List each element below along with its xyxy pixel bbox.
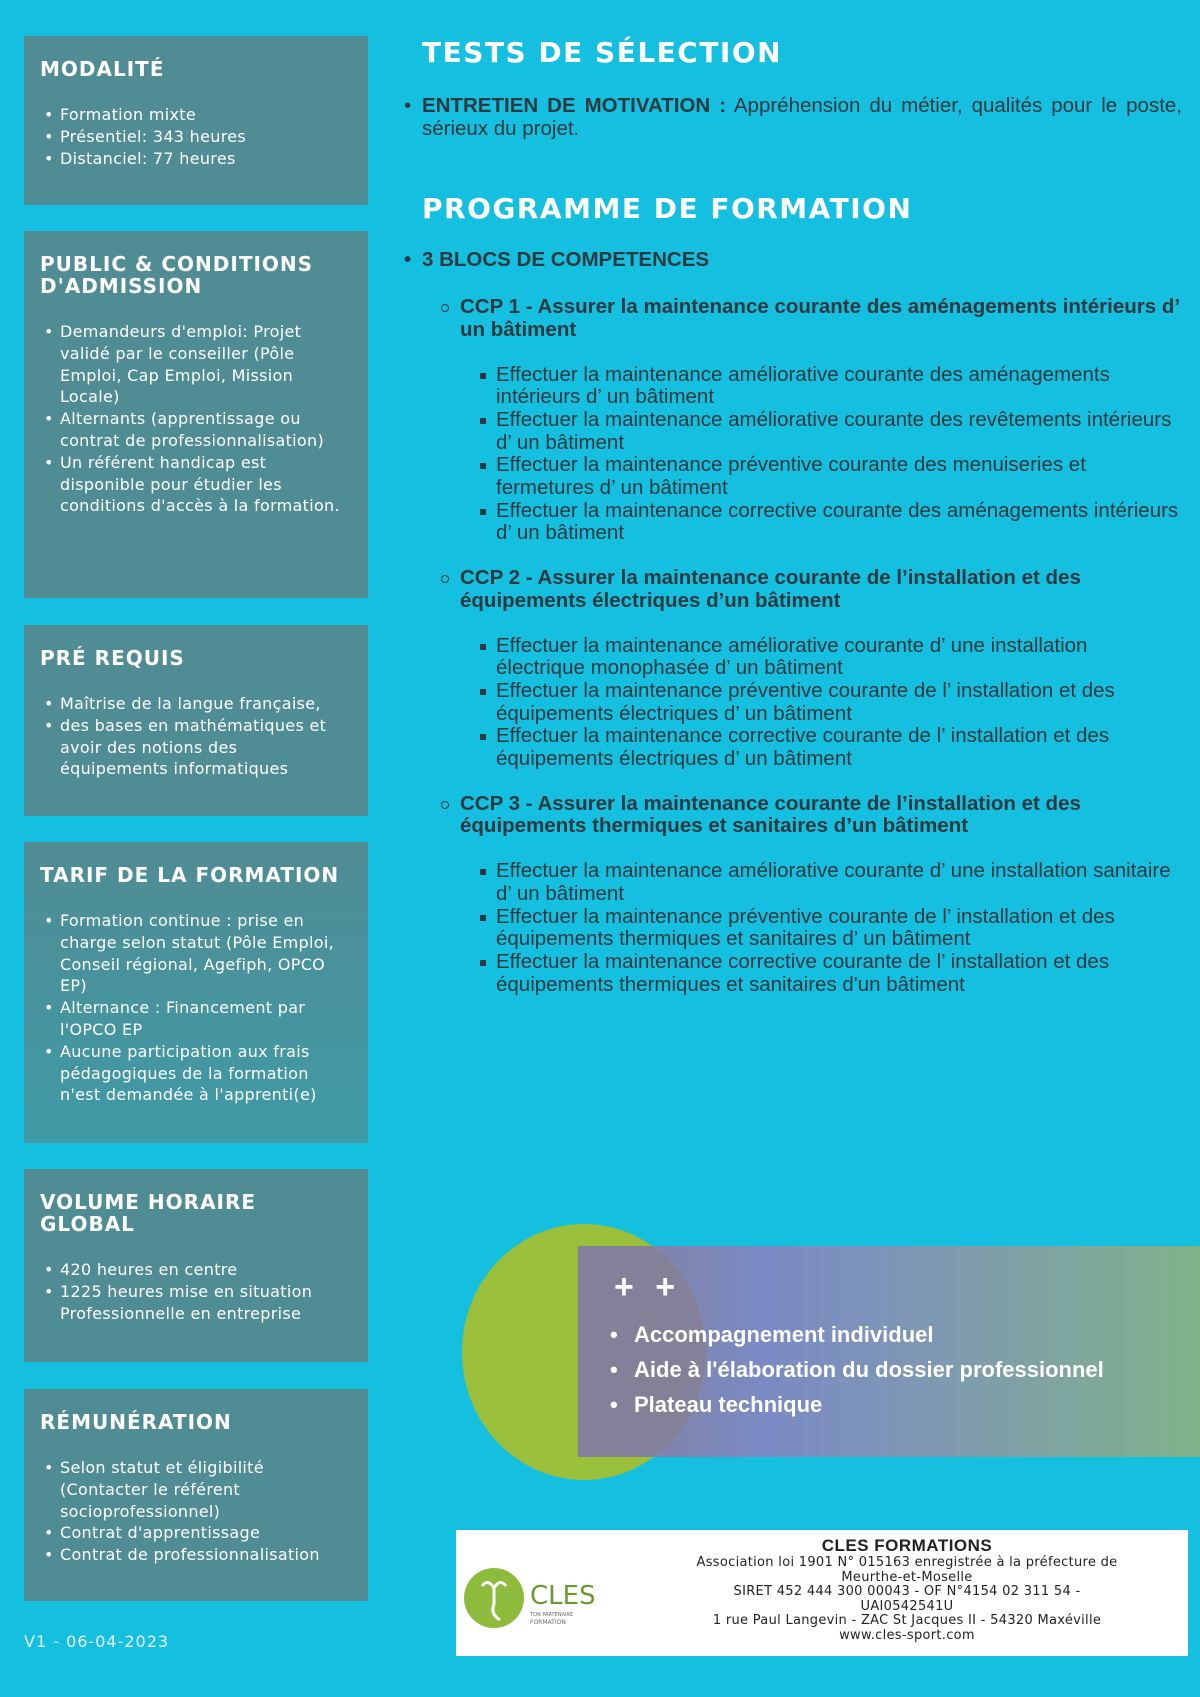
tests-text: Appréhension du métier, qualités pour le poste, sérieux du projet. — [422, 94, 1182, 140]
ccp-item: Effectuer la maintenance améliorative courante des aménagements intérieurs d’ un bâtiment — [402, 364, 1182, 409]
ccp-item: Effectuer la maintenance corrective courante de l’ installation et des équipements thermiques et sanitaires d'un bâtiment — [402, 951, 1182, 996]
box-item: • Formation mixte — [40, 104, 350, 126]
ccp-item: Effectuer la maintenance corrective courante des aménagements intérieurs d’ un bâtiment — [402, 500, 1182, 545]
box-item: • 1225 heures mise en situation Professionnelle en entreprise — [40, 1281, 350, 1325]
box-item: • Contrat de professionnalisation — [40, 1544, 350, 1566]
footer — [456, 1530, 1188, 1656]
org-name: CLES FORMATIONS — [821, 1536, 993, 1555]
ccp-item: Effectuer la maintenance corrective courante de l’ installation et des équipements électriques d’ un bâtiment — [402, 725, 1182, 770]
highlights-content — [578, 1246, 1200, 1457]
box-title: PRÉ REQUIS — [40, 646, 185, 670]
box-item: • Alternance : Financement par l'OPCO EP — [40, 997, 350, 1041]
tests-item — [402, 95, 1182, 140]
logo-icon — [464, 1566, 604, 1630]
box-item: • Selon statut et éligibilité (Contacter le référent socioprofessionnel) — [40, 1457, 350, 1522]
programme-title: PROGRAMME DE FORMATION — [422, 192, 913, 226]
tests-title: TESTS DE SÉLECTION — [422, 36, 783, 69]
ccp-item: Effectuer la maintenance préventive courante des menuiseries et fermetures d’ un bâtiment — [402, 454, 1182, 499]
ccp-item: Effectuer la maintenance améliorative courante d’ une installation électrique monophasée d’ un bâtiment — [402, 635, 1182, 680]
svg-text:CLES: CLES — [530, 1581, 596, 1611]
ccp-item: Effectuer la maintenance préventive courante de l’ installation et des équipements thermiques et sanitaires d’ un bâtiment — [402, 906, 1182, 951]
box-item: • Alternants (apprentissage ou contrat de professionnalisation) — [40, 408, 350, 452]
box-title: VOLUME HORAIRE GLOBAL — [40, 1190, 257, 1236]
footer-line: Association loi 1901 N° 015163 enregistrée à la préfecture de — [696, 1555, 1118, 1570]
highlight-item: • Plateau technique — [608, 1387, 1200, 1422]
ccp-item: Effectuer la maintenance améliorative courante des revêtements intérieurs d’ un bâtiment — [402, 409, 1182, 454]
website-link[interactable]: www.cles-sport.com — [839, 1627, 975, 1643]
ccp-item: Effectuer la maintenance préventive courante de l’ installation et des équipements électriques d’ un bâtiment — [402, 680, 1182, 725]
right-column — [402, 36, 1182, 996]
box-item: • Aucune participation aux frais pédagogiques de la formation n'est demandée à l'apprenti(e) — [40, 1041, 350, 1106]
box-item: • Un référent handicap est disponible pour étudier les conditions d'accès à la formation. — [40, 452, 350, 517]
footer-line: UAI0542541U — [860, 1598, 954, 1614]
box-title: RÉMUNÉRATION — [40, 1410, 232, 1434]
blocs-heading: • 3 BLOCS DE COMPETENCES — [402, 249, 1182, 272]
box-item: • Maîtrise de la langue française, — [40, 693, 350, 715]
info-box — [24, 231, 368, 598]
box-title: PUBLIC & CONDITIONS D'ADMISSION — [40, 252, 314, 298]
svg-text:TON PARTENAIRE: TON PARTENAIRE — [530, 1612, 574, 1618]
info-box — [24, 1169, 368, 1362]
box-item: • Contrat d'apprentissage — [40, 1522, 350, 1544]
footer-line: SIRET 452 444 300 00043 - OF N°4154 02 311 54 - — [733, 1584, 1081, 1599]
box-item: • Demandeurs d'emploi: Projet validé par le conseiller (Pôle Emploi, Cap Emploi, Mission Locale) — [40, 321, 350, 408]
ccp-item: Effectuer la maintenance améliorative courante d’ une installation sanitaire d’ un bâtiment — [402, 860, 1182, 905]
svg-text:FORMATION: FORMATION — [530, 1619, 566, 1626]
highlight-item: • Aide à l'élaboration du dossier professionnel — [608, 1352, 1200, 1387]
ccp-title: CCP 3 - Assurer la maintenance courante de l’installation et des équipements thermiques et sanitaires d’un bâtiment — [402, 793, 1182, 838]
tests-label: ENTRETIEN DE MOTIVATION : — [422, 94, 727, 117]
box-title: TARIF DE LA FORMATION — [40, 863, 340, 887]
ccp-block — [402, 296, 1182, 545]
version-label: V1 - 06-04-2023 — [24, 1632, 170, 1651]
box-item: • Distanciel: 77 heures — [40, 148, 350, 170]
highlights-title: + + — [614, 1268, 682, 1306]
footer-line: Meurthe-et-Moselle — [841, 1569, 973, 1585]
box-item: • Formation continue : prise en charge selon statut (Pôle Emploi, Conseil régional, Agefiph, OPCO EP) — [40, 910, 350, 997]
ccp-block — [402, 793, 1182, 997]
info-box — [24, 36, 368, 205]
info-box — [24, 1389, 368, 1601]
info-box — [24, 625, 368, 816]
box-item: • Présentiel: 343 heures — [40, 126, 350, 148]
cles-logo — [464, 1566, 604, 1630]
box-item: • des bases en mathématiques et avoir des notions des équipements informatiques — [40, 715, 350, 780]
ccp-title: CCP 2 - Assurer la maintenance courante de l’installation et des équipements électriques d’un bâtiment — [402, 567, 1182, 612]
ccp-block — [402, 567, 1182, 771]
highlight-item: • Accompagnement individuel — [608, 1317, 1200, 1352]
ccp-title: CCP 1 - Assurer la maintenance courante des aménagements intérieurs d’ un bâtiment — [402, 296, 1182, 341]
box-title: MODALITÉ — [40, 57, 165, 81]
box-item: • 420 heures en centre — [40, 1259, 350, 1281]
footer-line: 1 rue Paul Langevin - ZAC St Jacques II - 54320 Maxéville — [712, 1613, 1102, 1628]
info-box — [24, 842, 368, 1143]
footer-text — [636, 1536, 1178, 1643]
